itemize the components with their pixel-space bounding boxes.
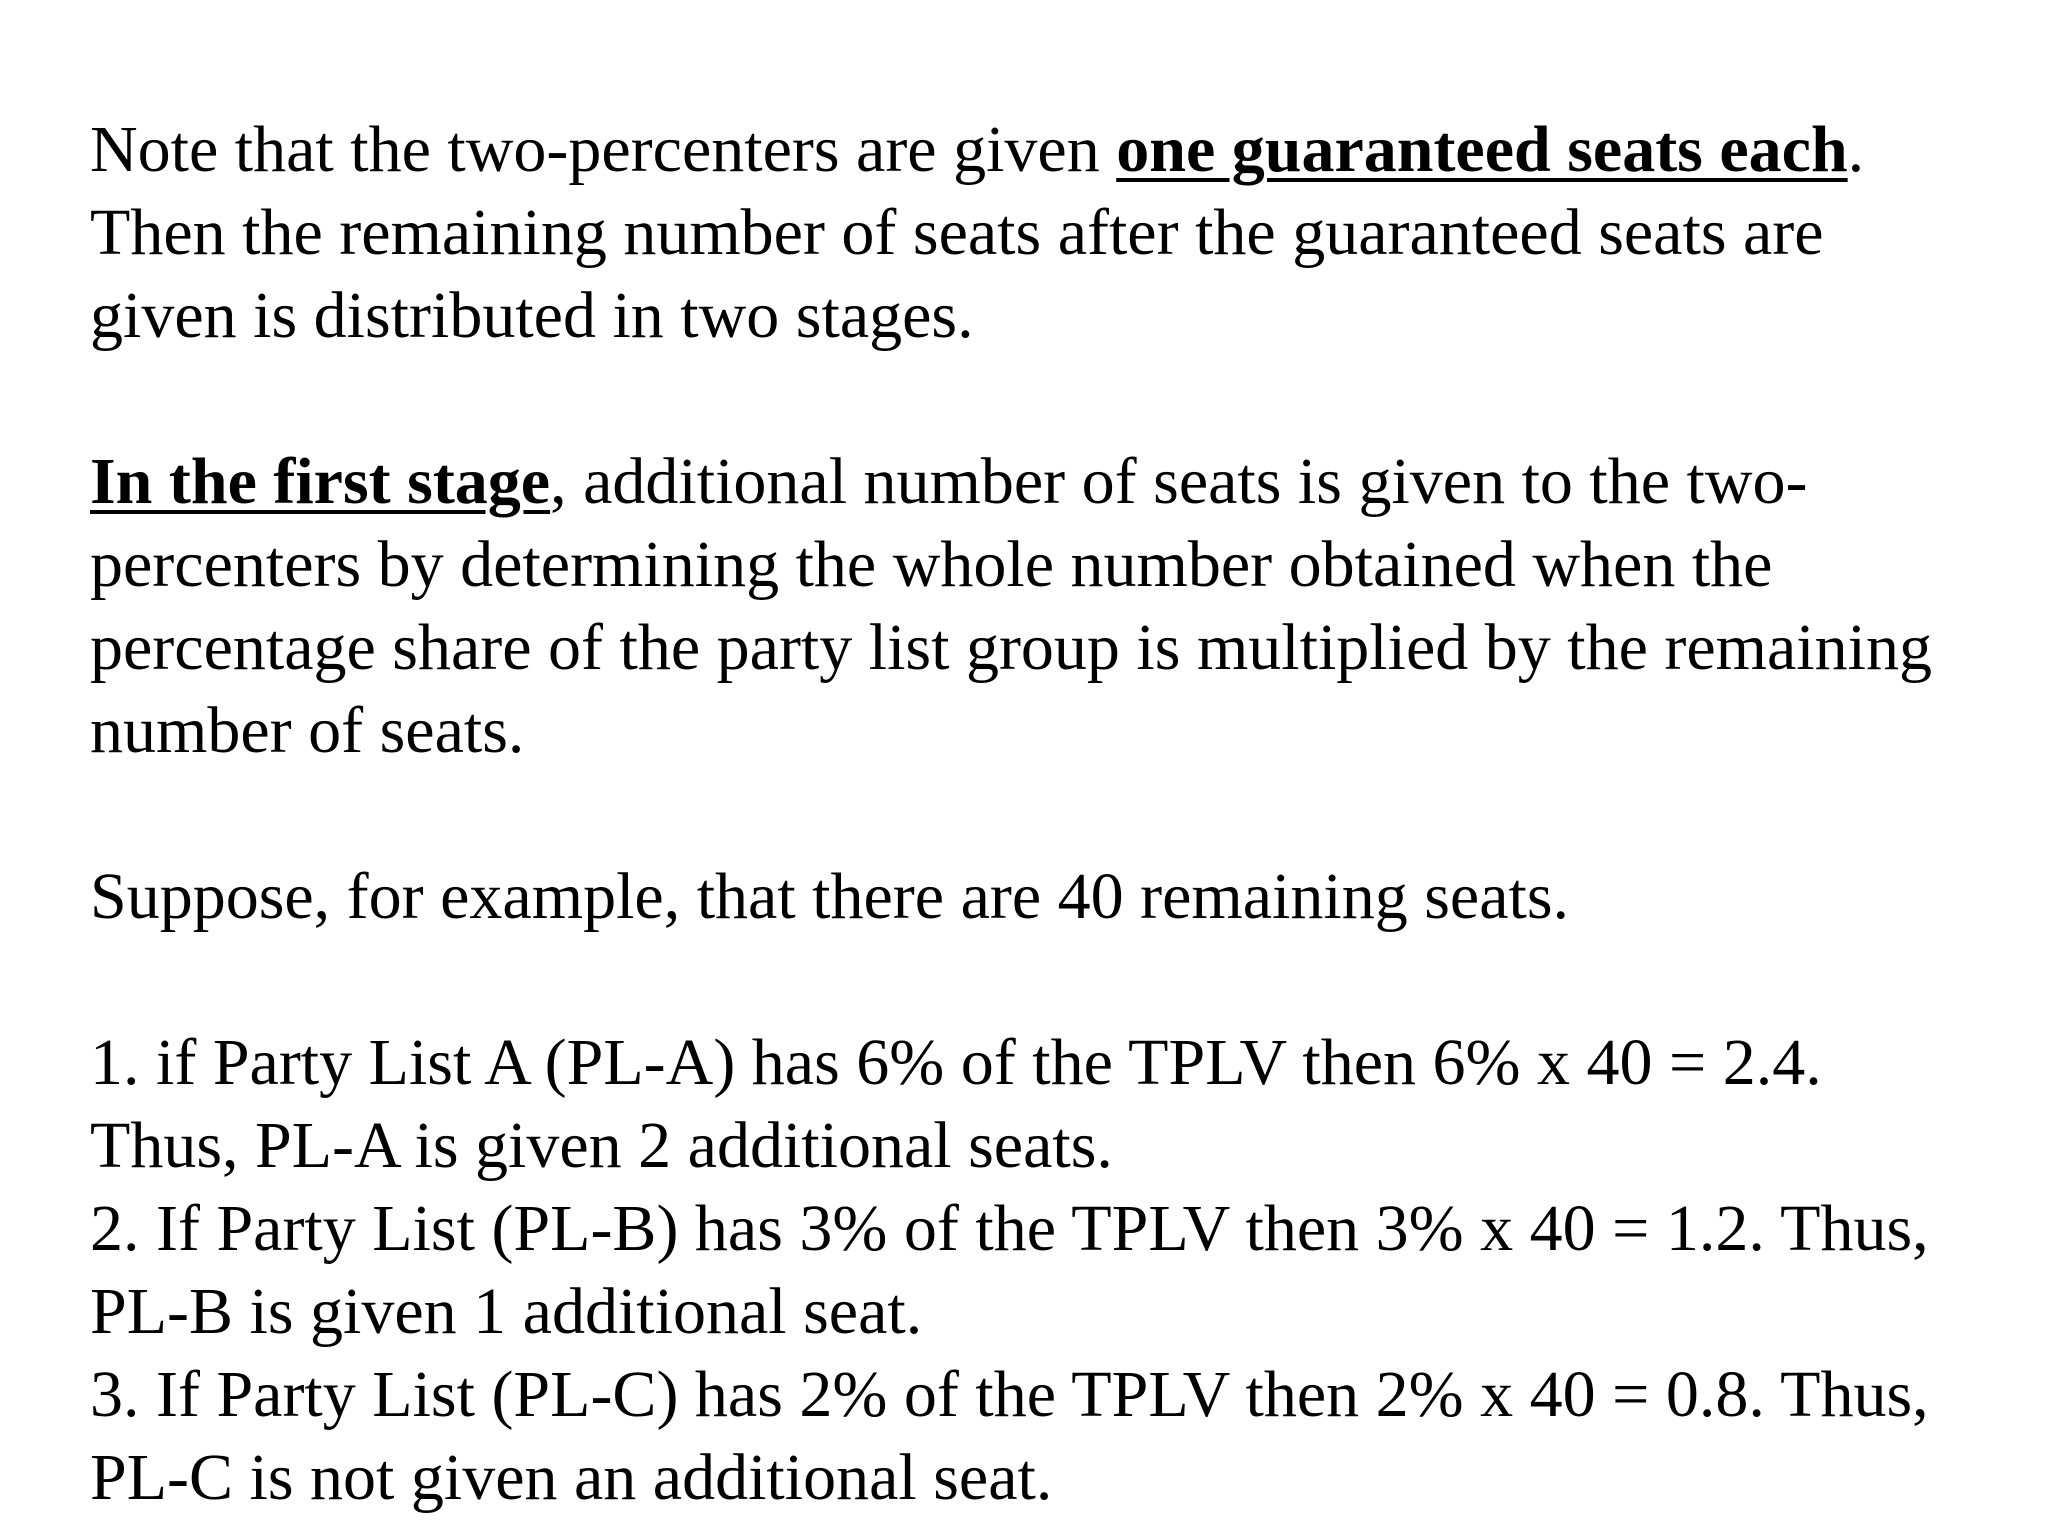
paragraph1-line3: given is distributed in two stages.	[90, 279, 974, 352]
paragraph2-emphasis: In the first stage	[90, 445, 551, 518]
paragraph-example-setup	[90, 855, 2040, 938]
paragraph-first-stage	[90, 440, 2040, 772]
paragraph1-line2: Then the remaining number of seats after the guaranteed seats are	[90, 196, 1824, 269]
example-2-line1: 2. If Party List (PL-B) has 3% of the TPLV then 3% x 40 = 1.2. Thus,	[90, 1192, 1929, 1265]
example-1-line2: Thus, PL-A is given 2 additional seats.	[90, 1109, 1113, 1182]
paragraph1-line1	[90, 108, 2040, 191]
paragraph2-line1-after: , additional number of seats is given to the two-	[550, 445, 1808, 518]
paragraph1-after: .	[1847, 113, 1865, 186]
paragraph3-text: Suppose, for example, that there are 40 remaining seats.	[90, 860, 1570, 933]
paragraph-spacer	[90, 938, 2040, 1021]
document-page	[90, 108, 2040, 1519]
example-2-line2: PL-B is given 1 additional seat.	[90, 1275, 923, 1348]
list-item	[90, 1353, 2040, 1519]
paragraph-spacer	[90, 357, 2040, 440]
list-item	[90, 1187, 2040, 1353]
paragraph-spacer	[90, 772, 2040, 855]
list-item	[90, 1021, 2040, 1187]
example-3-line1: 3. If Party List (PL-C) has 2% of the TPLV then 2% x 40 = 0.8. Thus,	[90, 1358, 1929, 1431]
paragraph1-emphasis: one guaranteed seats each	[1116, 113, 1848, 186]
paragraph2-line3: percentage share of the party list group is multiplied by the remaining	[90, 611, 1932, 684]
paragraph2-line4: number of seats.	[90, 694, 525, 767]
paragraph1-before: Note that the two-percenters are given	[90, 113, 1117, 186]
paragraph2-line1	[90, 440, 2040, 523]
paragraph-guaranteed-seats	[90, 108, 2040, 357]
examples-list	[90, 1021, 2040, 1519]
example-1-line1: 1. if Party List A (PL-A) has 6% of the TPLV then 6% x 40 = 2.4.	[90, 1026, 1822, 1099]
paragraph2-line2: percenters by determining the whole number obtained when the	[90, 528, 1773, 601]
example-3-line2: PL-C is not given an additional seat.	[90, 1441, 1053, 1514]
